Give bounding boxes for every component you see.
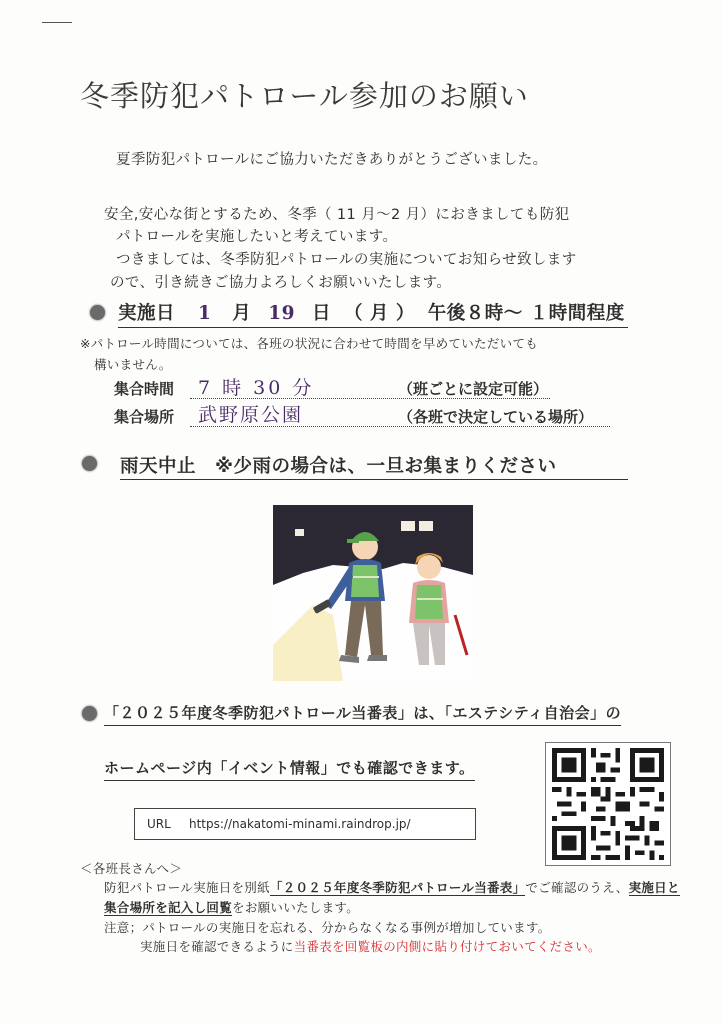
intro-line-4: ので、引き続きご協力よろしくお願いいたします。 (110, 275, 452, 291)
note-line-2: 構いません。 (94, 357, 172, 372)
leaders-header: ＜各班長さんへ＞ (80, 861, 183, 876)
leaders-line-1a: 防犯パトロール実施日を別紙 (104, 880, 270, 895)
roster-line-1: 「２０２５年度冬季防犯パトロール当番表」は、「エステシティ自治会」の (104, 702, 621, 726)
bullet-dot-icon (82, 456, 97, 471)
meeting-time-value: 7 時 30 分 (198, 377, 315, 399)
meeting-time-note: （班ごとに設定可能） (398, 380, 549, 398)
thanks-text: 夏季防犯パトロールにご協力いただきありがとうございました。 (116, 152, 548, 168)
leaders-line-2a: 集合場所を記入し回覧 (104, 900, 233, 915)
schedule-time: 午後８時～ １時間程度 (427, 303, 625, 324)
meeting-place-note: （各班で決定している場所） (398, 408, 594, 426)
leaders-line-4b: 当番表を回覧板の内側に貼り付けておいてください。 (293, 939, 601, 954)
note-line-1: ※パトロール時間については、各班の状況に合わせて時間を早めていただいても (80, 336, 539, 351)
url-link[interactable]: https://nakatomi-minami.raindrop.jp/ (189, 817, 411, 831)
schedule-weekday: （ 月 ） (343, 303, 415, 324)
corner-mark (42, 22, 72, 23)
leaders-line-1b: 「２０２５年度冬季防犯パトロール当番表」 (269, 880, 526, 895)
patrol-illustration (273, 505, 473, 681)
schedule-label: 実施日 (118, 303, 176, 324)
roster-line-2: ホームページ内「イベント情報」でも確認できます。 (104, 757, 475, 781)
leaders-line-2 (104, 898, 359, 916)
leaders-line-4 (140, 937, 601, 955)
url-label: URL (147, 817, 171, 831)
meeting-place-label: 集合場所 (114, 408, 175, 426)
schedule-day-unit: 日 (311, 303, 331, 324)
schedule-month-unit: 月 (232, 303, 252, 324)
intro-line-3: つきましては、冬季防犯パトロールの実施についてお知らせ致します (116, 252, 577, 268)
leaders-line-1 (104, 878, 680, 896)
leaders-line-1d: 実施日と (628, 880, 680, 895)
leaders-line-1c: でご確認のうえ、 (525, 880, 629, 895)
url-box (134, 808, 476, 840)
bullet-dot-icon (82, 706, 97, 721)
schedule-heading (118, 299, 628, 328)
intro-line-1: 安全,安心な街とするため、冬季（ 11 月～2 月）におきましても防犯 (104, 207, 570, 223)
schedule-day: 19 (268, 303, 296, 324)
page-title: 冬季防犯パトロール参加のお願い (80, 79, 529, 113)
rain-heading: 雨天中止 ※少雨の場合は、一旦お集まりください (120, 452, 628, 480)
leaders-line-4a: 実施日を確認できるように (140, 939, 294, 954)
qr-code-icon[interactable] (545, 742, 671, 866)
intro-line-2: パトロールを実施したいと考えています。 (116, 229, 398, 245)
leaders-line-2b: をお願いいたします。 (232, 900, 360, 915)
leaders-line-3: 注意；パトロールの実施日を忘れる、分からなくなる事例が増加しています。 (104, 920, 551, 935)
meeting-time-label: 集合時間 (114, 380, 175, 398)
schedule-month: 1 (197, 303, 212, 324)
meeting-place-value: 武野原公園 (198, 404, 304, 426)
bullet-dot-icon (90, 305, 105, 320)
